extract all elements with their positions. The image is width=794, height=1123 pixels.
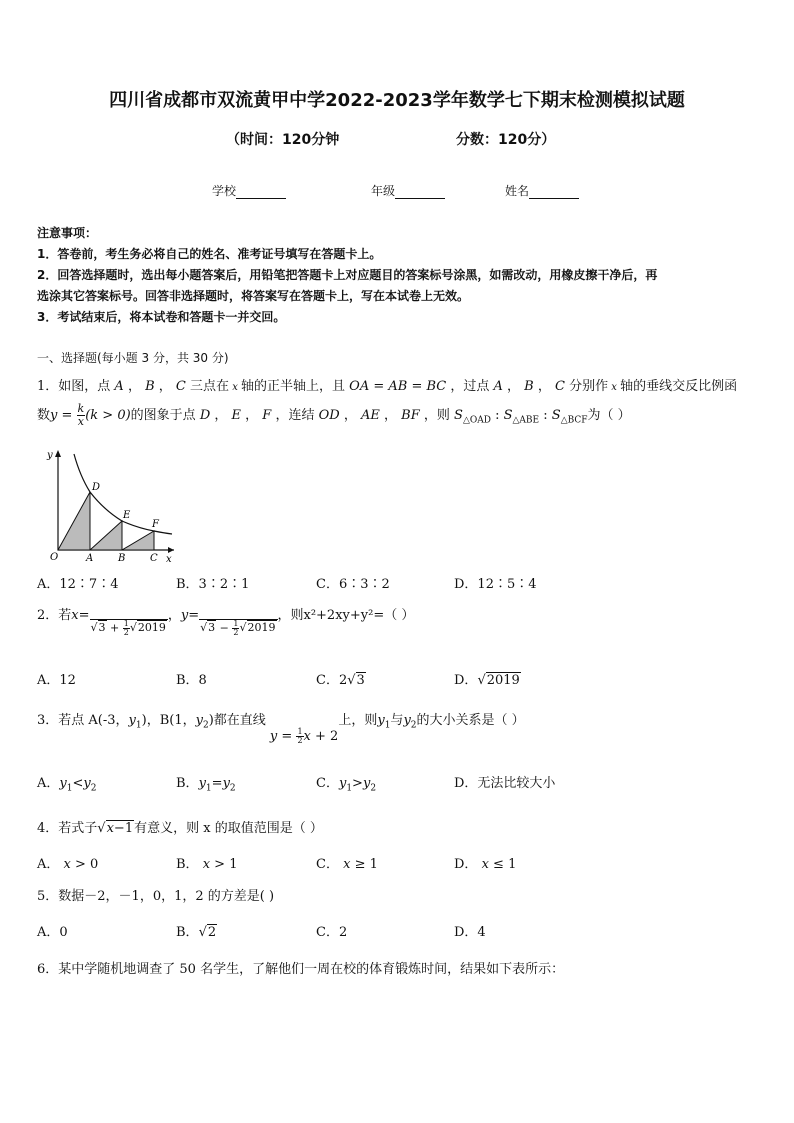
q2-option-d[interactable]: D．√ 2019: [454, 669, 521, 688]
triangle-oad: [58, 492, 90, 550]
exam-score: 分数：120分）: [456, 132, 556, 148]
q4-option-a[interactable]: A． x > 0: [37, 857, 99, 872]
point-b-label: B: [118, 553, 126, 564]
q1-option-a[interactable]: A．12∶7∶4: [37, 577, 119, 592]
school-field: 学校: [212, 182, 286, 199]
q3-option-a[interactable]: A．$y_1<y_2$: [37, 776, 97, 794]
question-2: 2．若x= √ 3 + $\frac{1}{2}$ √ 2019 ，y= √ 3 − $\frac{1}{2}$ √ 2019 ，则x²+2xy+y²=（ ）: [37, 604, 414, 637]
point-d-label: D: [92, 482, 101, 493]
grade-field: 年级: [371, 182, 445, 199]
page-title: 四川省成都市双流黄甲中学2022-2023学年数学七下期末检测模拟试题: [109, 90, 685, 111]
section-heading: 一、选择题(每小题 3 分，共 30 分): [37, 351, 229, 365]
q5-option-c[interactable]: C．2: [316, 925, 348, 940]
point-c-label: C: [150, 553, 158, 564]
q5-option-d[interactable]: D．4: [454, 925, 486, 940]
exam-time: （时间：120分钟: [226, 132, 340, 148]
q4-option-c[interactable]: C． x ≥ 1: [316, 857, 378, 872]
q5-option-b[interactable]: B．√ 2: [176, 921, 217, 940]
note-item: 2．回答选择题时，选出每小题答案后，用铅笔把答题卡上对应题目的答案标号涂黑，如需改动，用橡皮擦干净后，再: [37, 268, 658, 282]
question-5: 5．数据－2，－1，0，1，2 的方差是( ): [37, 889, 275, 904]
q2-option-b[interactable]: B．8: [176, 673, 207, 688]
q3-option-b[interactable]: B．$y_1=y_2$: [176, 776, 236, 794]
notes-heading: 注意事项：: [37, 226, 98, 240]
x-axis-arrow: [168, 547, 174, 553]
point-o-label: O: [50, 552, 59, 563]
y-label: y: [47, 450, 53, 461]
q2-option-c[interactable]: C．2√ 3: [316, 669, 366, 688]
q1-option-c[interactable]: C．6∶3∶2: [316, 577, 390, 592]
q3-option-c[interactable]: C．$y_1>y_2$: [316, 776, 377, 794]
note-item: 选涂其它答案标号。回答非选择题时，将答案写在答题卡上，写在本试卷上无效。: [37, 289, 470, 303]
y-axis-arrow: [55, 450, 61, 457]
q2-option-a[interactable]: A．12: [37, 673, 76, 688]
question-3: 3．若点 A(-3，$y_1$)，B(1，$y_2$)都在直线 y = $\frac{1}{2}$ x + 2上，则$y_1$与$y_2$的大小关系是（ ）: [37, 713, 525, 745]
point-a-label: A: [86, 553, 94, 564]
point-f-label: F: [152, 519, 159, 530]
triangle-bcf: [122, 531, 154, 550]
q1-option-b[interactable]: B．3∶2∶1: [176, 577, 250, 592]
triangle-abe: [90, 521, 122, 550]
q5-option-a[interactable]: A．0: [37, 925, 68, 940]
question-4: 4．若式子√ x−1有意义，则 x 的取值范围是（ ）: [37, 817, 323, 836]
q3-option-d[interactable]: D．无法比较大小: [454, 776, 556, 791]
x-label: x: [166, 554, 172, 564]
note-item: 3．考试结束后，将本试卷和答题卡一并交回。: [37, 310, 286, 324]
question-6: 6．某中学随机地调查了 50 名学生，了解他们一周在校的体育锻炼时间，结果如下表所示：: [37, 962, 565, 977]
question-1-line-1: 1．如图，点 A ， B ， C 三点在 x 轴的正半轴上，且 OA = AB = BC ，过点 A ， B ， C 分别作 x 轴的垂线交反比例函: [37, 379, 738, 394]
q1-figure: [40, 446, 180, 564]
point-e-label: E: [123, 510, 131, 521]
name-field: 姓名: [505, 182, 579, 199]
q4-option-b[interactable]: B． x > 1: [176, 857, 238, 872]
note-item: 1．答卷前，考生务必将自己的姓名、准考证号填写在答题卡上。: [37, 247, 382, 261]
q4-option-d[interactable]: D． x ≤ 1: [454, 857, 517, 872]
question-1-line-2: 数y = $\frac{k}{x}$ (k > 0)的图象于点 D ， E ， F ，连结 OD ， AE ， BF ，则 $S_{\triangle OAD}$ : $S_{\triangle ABE}$ : $S_{\triangle BCF}$为（ ）: [37, 402, 631, 428]
q1-option-d[interactable]: D．12∶5∶4: [454, 577, 537, 592]
